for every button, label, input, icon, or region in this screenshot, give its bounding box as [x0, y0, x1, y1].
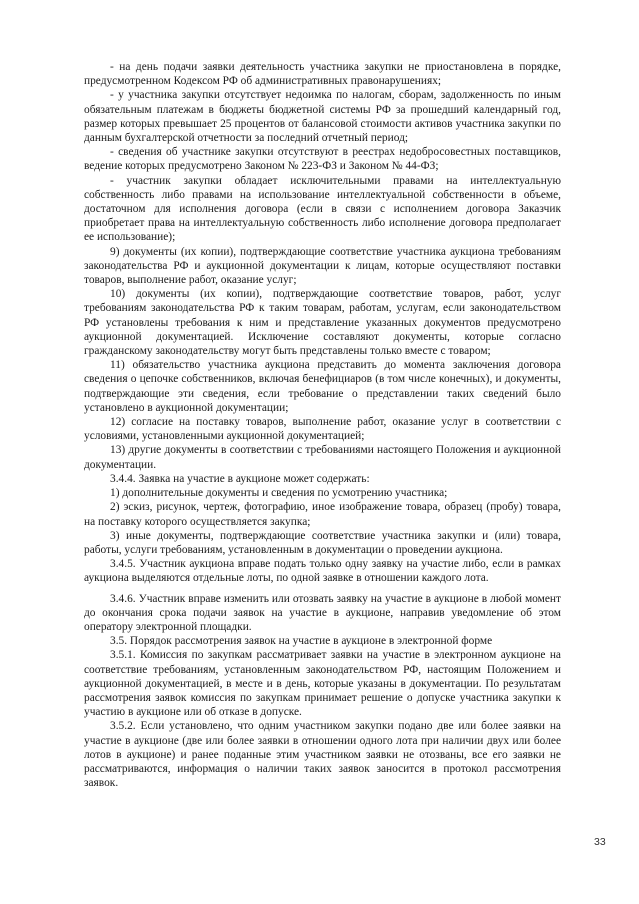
page-number: 33	[594, 836, 606, 848]
paragraph-3-5-2: 3.5.2. Если установлено, что одним участником закупки подано две или более заявки на участие в аукционе (две или более заявки в отношении одного лота при наличии двух или более лотов в аукционе) и ранее поданные этим участником заявки не отозваны, все его заявки не рассматриваются, информация о наличии таких заявок заносится в протокол рассмотрения заявок.	[84, 720, 561, 790]
document-body	[84, 60, 561, 790]
section-heading-3-5: 3.5. Порядок рассмотрения заявок на участие в аукционе в электронной форме	[110, 635, 493, 648]
paragraph-3-4-4: 3.4.4. Заявка на участие в аукционе может содержать:	[110, 472, 370, 485]
paragraph-3-4-5: 3.4.5. Участник аукциона вправе подать только одну заявку на участие либо, если в рамках аукциона выделяются отдельные лоты, по одной заявке в отношении каждого лота.	[84, 558, 561, 585]
paragraph-item-11: 11) обязательство участника аукциона представить до момента заключения договора сведения о цепочке собственников, включая бенефициаров (в том числе конечных), и документы, подтверждающие эти сведения, если требование о представлении таких сведений было установлено в аукционной документации;	[84, 359, 561, 414]
paragraph-item-12: 12) согласие на поставку товаров, выполнение работ, оказание услуг в соответствии с условиями, установленными аукционной документацией;	[84, 416, 561, 443]
paragraph-3-4-6: 3.4.6. Участник вправе изменить или отозвать заявку на участие в аукционе в любой момент до окончания срока подачи заявок на участие в аукционе, направив уведомление об этом оператору электронной площадки.	[84, 592, 561, 633]
paragraph-3-5-1: 3.5.1. Комиссия по закупкам рассматривает заявки на участие в электронном аукционе на соответствие требованиям, установленным законодательством РФ, настоящим Положением и аукционной документацией, в месте и в день, которые указаны в документации. По результатам рассмотрения заявок комиссия по закупкам принимает решение о допуске участника закупки к участию в аукционе или об отказе в допуске.	[84, 649, 561, 719]
paragraph-bullet-not-suspended: - на день подачи заявки деятельность участника закупки не приостановлена в порядке, предусмотренном Кодексом РФ об административных правонарушениях;	[84, 61, 561, 88]
paragraph-bullet-registry: - сведения об участнике закупки отсутствуют в реестрах недобросовестных поставщиков, ведение которых предусмотрено Законом № 223-ФЗ и Законом № 44-ФЗ;	[84, 146, 561, 173]
paragraph-3-4-4-item-1: 1) дополнительные документы и сведения по усмотрению участника;	[110, 487, 448, 500]
paragraph-item-13: 13) другие документы в соответствии с требованиями настоящего Положения и аукционной документации.	[84, 444, 561, 471]
paragraph-3-4-4-item-2: 2) эскиз, рисунок, чертеж, фотографию, иное изображение товара, образец (пробу) товара, на поставку которого осуществляется закупка;	[84, 501, 561, 528]
paragraph-3-4-4-item-3: 3) иные документы, подтверждающие соответствие участника закупки и (или) товара, работы, услуги требованиям, установленным в документации о проведении аукциона.	[84, 529, 561, 556]
paragraph-item-9: 9) документы (их копии), подтверждающие соответствие участника аукциона требованиям законодательства РФ и аукционной документации к лицам, которые осуществляют поставки товаров, выполнение работ, оказание услуг;	[84, 245, 561, 287]
paragraph-bullet-ip-rights: - участник закупки обладает исключительными правами на интеллектуальную собственность либо правами на использование интеллектуальной собственности в объеме, достаточном для исполнения договора (если в связи с исполнением договора Заказчик приобретает права на интеллектуальную собственность либо исполнение договора предполагает ее использование);	[84, 174, 561, 244]
paragraph-bullet-no-arrears: - у участника закупки отсутствует недоимка по налогам, сборам, задолженность по иным обязательным платежам в бюджеты бюджетной системы РФ за прошедший календарный год, размер которых превышает 25 процентов от балансовой стоимости активов участника закупки по данным бухгалтерской отчетности за последний отчетный период;	[84, 89, 561, 145]
paragraph-item-10: 10) документы (их копии), подтверждающие соответствие товаров, работ, услуг требованиям законодательства РФ к таким товарам, работам, услугам, если законодательством РФ установлены требования к ним и представление указанных документов предусмотрено аукционной документацией. Исключение составляют документы, которые согласно гражданскому законодательству могут быть представлены только вместе с товаром;	[84, 288, 561, 358]
